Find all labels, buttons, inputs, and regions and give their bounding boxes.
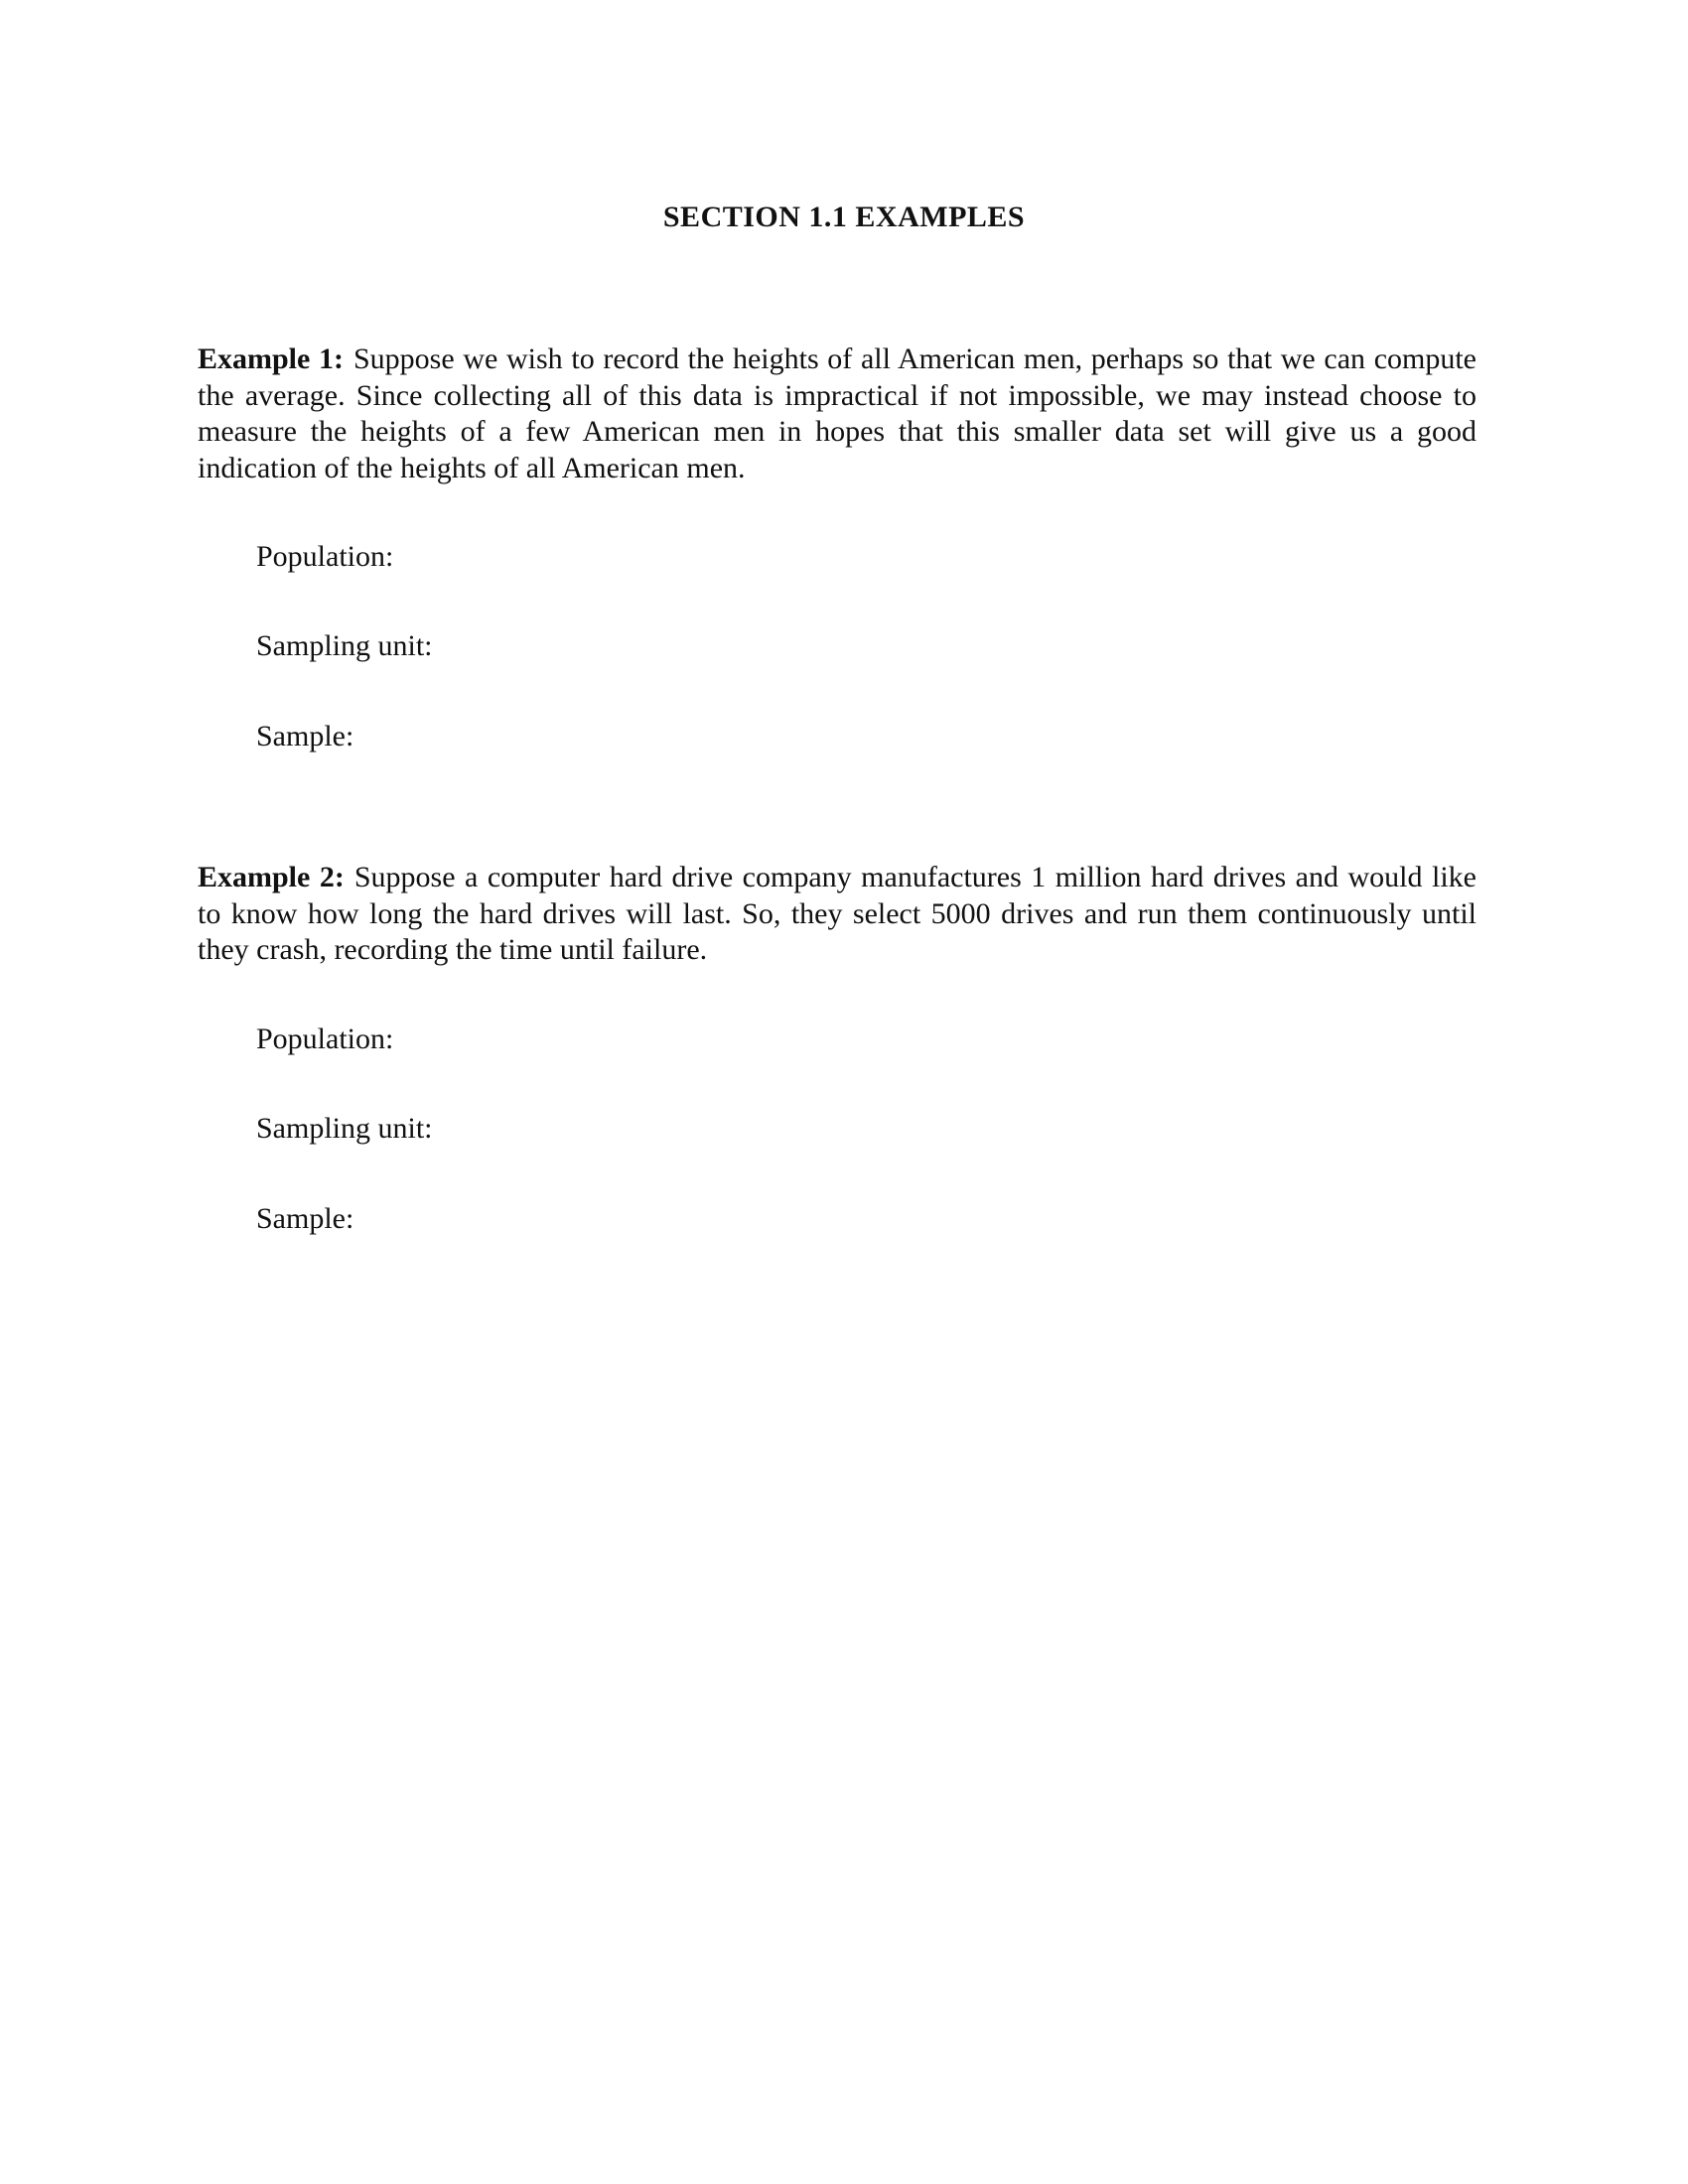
example-text: Suppose a computer hard drive company manufactures 1 million hard drives and would like to know how long the hard drives will last. So, they select 5000 drives and run them continuously until they crash, recording the time until failure. (198, 861, 1477, 966)
field-population: Population: (256, 1023, 394, 1055)
field-population: Population: (256, 540, 394, 573)
example-2 (198, 860, 1477, 969)
field-sampling-unit: Sampling unit: (256, 629, 433, 662)
field-sampling-unit: Sampling unit: (256, 1112, 433, 1145)
field-sample: Sample: (256, 720, 354, 752)
field-sample: Sample: (256, 1202, 354, 1235)
example-label: Example 1: (198, 342, 344, 375)
example-label: Example 2: (198, 861, 345, 893)
section-title: SECTION 1.1 EXAMPLES (662, 201, 1026, 233)
example-text: Suppose we wish to record the heights of all American men, perhaps so that we can compute the average. Since collecting all of this data is impractical if not impossible, we may instead choose to measure the heights of a few American men in hopes that this smaller data set will give us a good indication of the heights of all American men. (198, 342, 1477, 484)
example-1 (198, 341, 1477, 486)
